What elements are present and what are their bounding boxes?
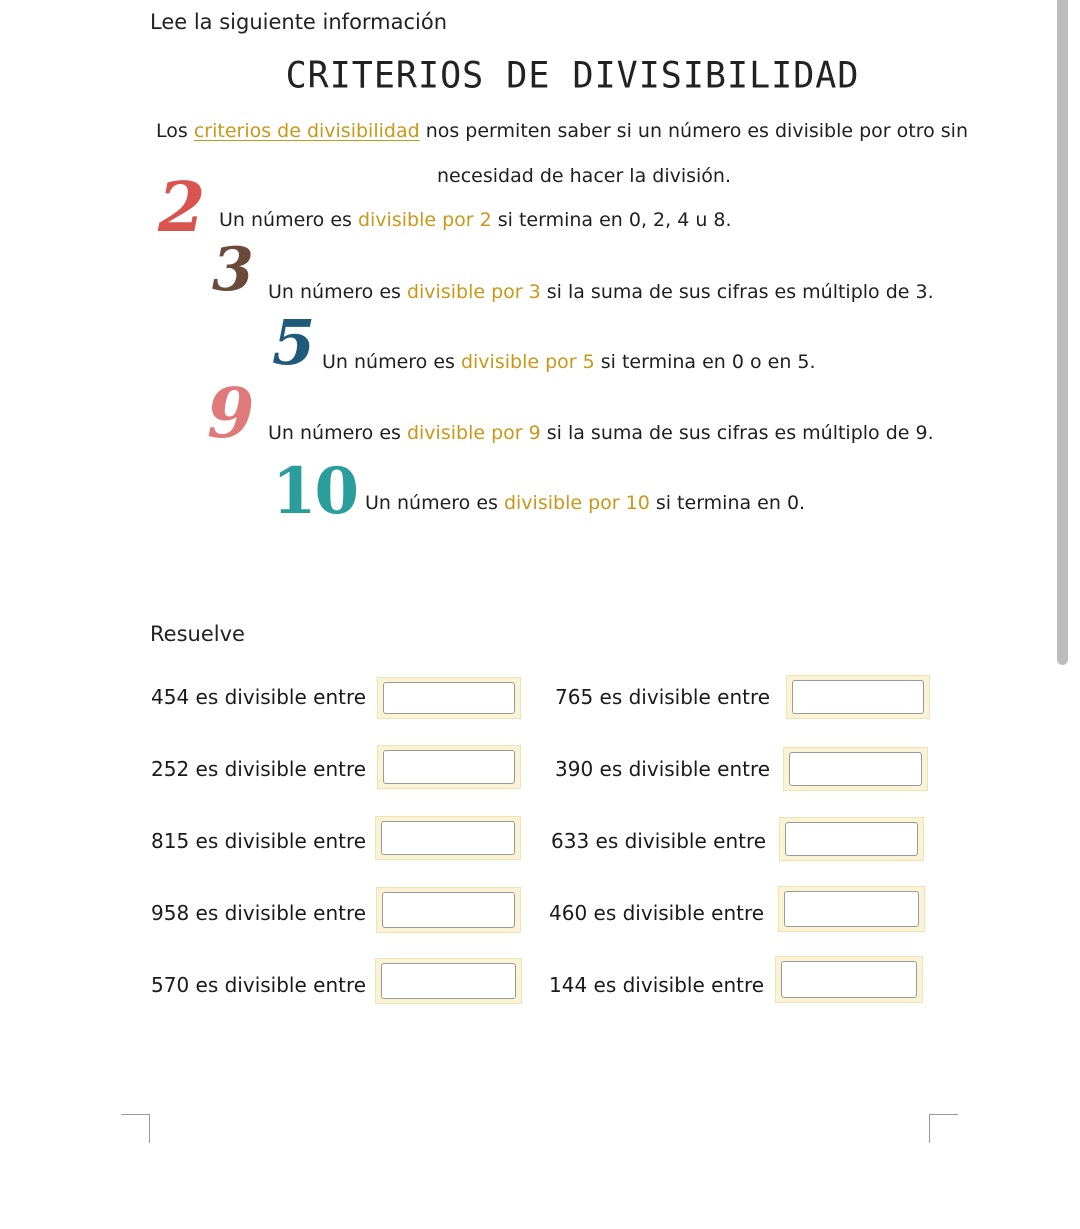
rule-2-keyword: divisible por 2 <box>357 209 492 231</box>
scrollbar[interactable] <box>1057 0 1068 665</box>
paragraph-post: nos permiten saber si un número es divisible por otro sin <box>419 120 968 142</box>
answer-field-right-3[interactable] <box>785 822 918 856</box>
question-left-4: 958 es divisible entre <box>151 901 367 925</box>
digit-10-icon: 10 <box>272 454 358 529</box>
answer-box-right-3[interactable] <box>779 817 924 861</box>
answer-box-left-5[interactable] <box>375 958 522 1004</box>
intro-paragraph-line1 <box>156 120 968 142</box>
rule-3 <box>268 281 934 303</box>
answer-field-left-2[interactable] <box>383 750 515 784</box>
rule-10-pre: Un número es <box>365 492 504 514</box>
answer-box-right-5[interactable] <box>775 956 923 1003</box>
answer-box-left-4[interactable] <box>376 887 521 933</box>
question-right-1: 765 es divisible entre <box>555 685 771 709</box>
answer-field-left-1[interactable] <box>383 682 515 714</box>
intro-text: Lee la siguiente información <box>150 10 448 34</box>
exercise-heading: Resuelve <box>150 622 245 646</box>
answer-box-right-1[interactable] <box>786 675 930 719</box>
answer-box-right-2[interactable] <box>783 747 928 791</box>
rule-5 <box>322 351 816 373</box>
rule-3-keyword: divisible por 3 <box>406 281 541 303</box>
digit-9-icon: 9 <box>207 374 255 454</box>
rule-5-pre: Un número es <box>322 351 461 373</box>
answer-field-left-5[interactable] <box>381 963 516 999</box>
answer-field-right-4[interactable] <box>784 891 919 927</box>
rule-9-post: si la suma de sus cifras es múltiplo de 9. <box>540 422 934 444</box>
question-right-2: 390 es divisible entre <box>555 757 771 781</box>
answer-box-left-3[interactable] <box>375 816 521 860</box>
rule-5-post: si termina en 0 o en 5. <box>594 351 816 373</box>
question-right-4: 460 es divisible entre <box>549 901 765 925</box>
page-title: CRITERIOS DE DIVISIBILIDAD <box>285 55 860 97</box>
rule-10 <box>365 492 805 514</box>
digit-3-icon: 3 <box>212 235 254 305</box>
answer-field-left-4[interactable] <box>382 892 515 928</box>
digit-5-icon: 5 <box>272 306 316 379</box>
rule-3-post: si la suma de sus cifras es múltiplo de 3. <box>540 281 934 303</box>
answer-field-right-2[interactable] <box>789 752 922 786</box>
rule-2-pre: Un número es <box>219 209 358 231</box>
question-left-3: 815 es divisible entre <box>151 829 367 853</box>
rule-3-pre: Un número es <box>268 281 407 303</box>
page-corner-left-icon <box>121 1114 150 1143</box>
rule-9-pre: Un número es <box>268 422 407 444</box>
question-right-3: 633 es divisible entre <box>551 829 767 853</box>
answer-box-right-4[interactable] <box>778 886 925 932</box>
answer-box-left-1[interactable] <box>377 677 521 719</box>
digit-2-icon: 2 <box>158 168 206 248</box>
answer-field-right-1[interactable] <box>792 680 924 714</box>
answer-field-right-5[interactable] <box>781 961 917 998</box>
answer-box-left-2[interactable] <box>377 745 521 789</box>
intro-paragraph-line2: necesidad de hacer la división. <box>437 165 732 187</box>
question-left-1: 454 es divisible entre <box>151 685 367 709</box>
paragraph-pre: Los <box>156 120 194 142</box>
question-right-5: 144 es divisible entre <box>549 973 765 997</box>
rule-5-keyword: divisible por 5 <box>460 351 595 373</box>
rule-10-keyword: divisible por 10 <box>503 492 650 514</box>
criterios-link: criterios de divisibilidad <box>193 120 420 142</box>
question-left-5: 570 es divisible entre <box>151 973 367 997</box>
rule-2-post: si termina en 0, 2, 4 u 8. <box>491 209 732 231</box>
rule-9-keyword: divisible por 9 <box>406 422 541 444</box>
answer-field-left-3[interactable] <box>381 821 515 855</box>
page-corner-right-icon <box>929 1114 958 1143</box>
rule-2 <box>219 209 732 231</box>
question-left-2: 252 es divisible entre <box>151 757 367 781</box>
rule-10-post: si termina en 0. <box>649 492 806 514</box>
rule-9 <box>268 422 934 444</box>
